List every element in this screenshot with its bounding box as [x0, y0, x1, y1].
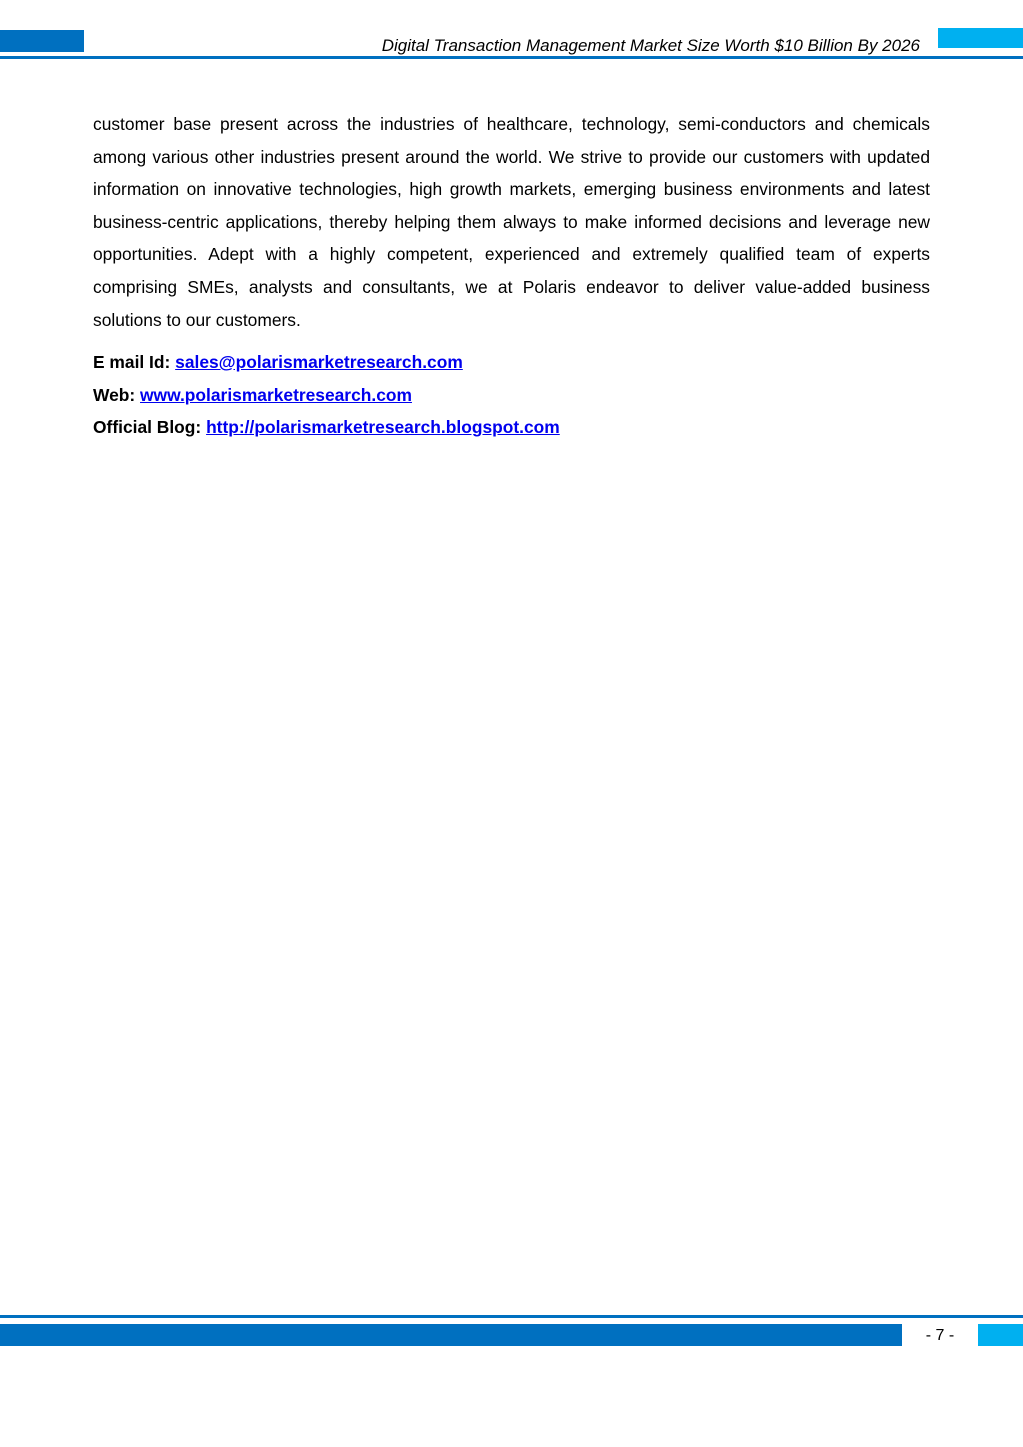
web-label: Web: — [93, 384, 136, 405]
email-link[interactable]: sales@polarismarketresearch.com — [175, 352, 463, 372]
email-label: E mail Id: — [93, 352, 171, 372]
email-row — [93, 346, 930, 379]
page-number: - 7 - — [925, 1327, 955, 1344]
blog-row — [93, 411, 930, 444]
web-row — [93, 379, 930, 412]
header-rule — [0, 56, 1023, 59]
contact-block — [93, 346, 930, 444]
web-link[interactable]: www.polarismarketresearch.com — [140, 384, 412, 405]
footer-rule — [0, 1315, 1023, 1318]
header-title: Digital Transaction Management Market Size Worth $10 Billion By 2026 — [381, 36, 920, 55]
footer-accent-right — [978, 1324, 1023, 1346]
header-accent-left — [0, 30, 84, 52]
body-paragraph: customer base present across the industries of healthcare, technology, semi-conductors and chemicals among various other industries present around the world. We strive to provide our customers with updated information on innovative technologies, high growth markets, emerging business environments and latest business-centric applications, thereby helping them always to make informed decisions and leverage new opportunities. Adept with a highly competent, experienced and extremely qualified team of experts comprising SMEs, analysts and consultants, we at Polaris endeavor to deliver value-added business solutions to our customers. — [93, 114, 930, 330]
header-accent-right — [938, 28, 1023, 48]
blog-label: Official Blog: — [93, 417, 202, 438]
blog-link[interactable]: http://polarismarketresearch.blogspot.com — [206, 417, 560, 438]
footer-bar — [0, 1324, 902, 1346]
